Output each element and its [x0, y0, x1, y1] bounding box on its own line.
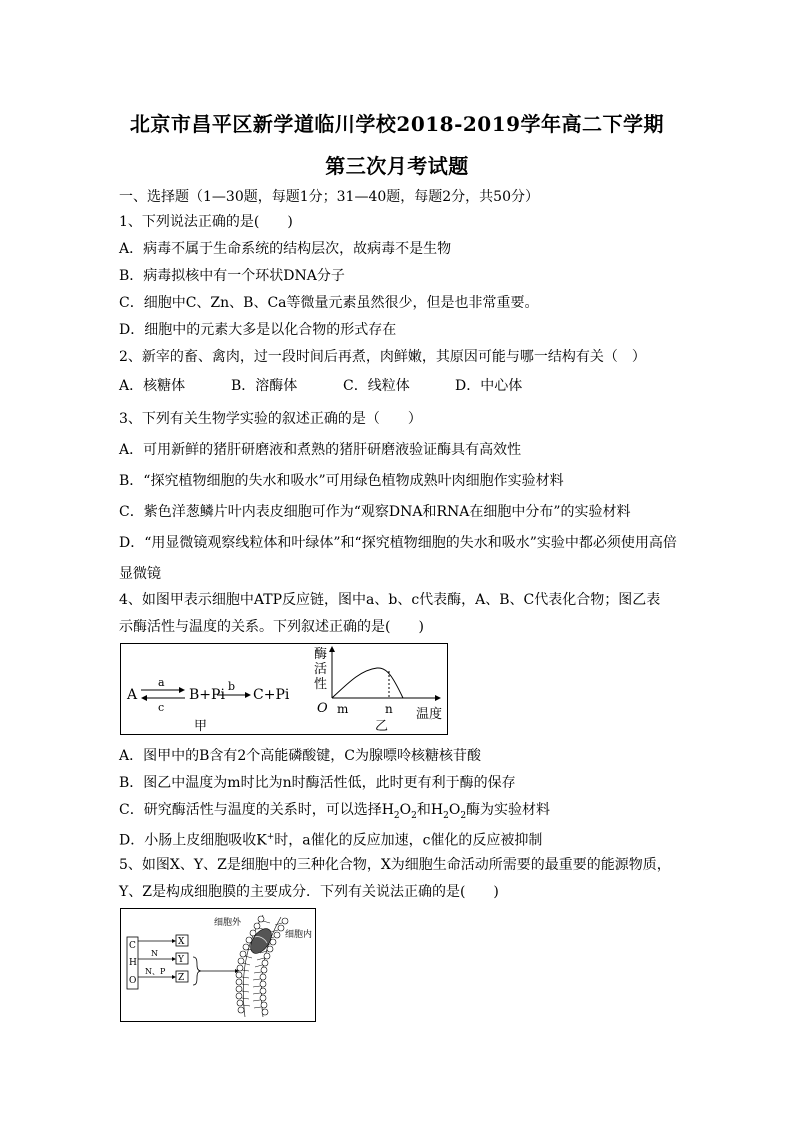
element-O: O: [129, 976, 137, 986]
y-axis-arrow: [329, 646, 335, 652]
title-line-2: 第三次月考试题: [325, 154, 469, 178]
q2-option-a: A．核糖体: [119, 378, 186, 394]
element-C: C: [129, 941, 136, 951]
arrow-to-Y-head: [172, 957, 176, 961]
fig-jia-caption: 甲: [194, 719, 208, 734]
b-arrow-head: [245, 692, 251, 698]
label-cell-outside: 细胞外: [214, 918, 242, 928]
fig-yi-caption: 乙: [375, 719, 389, 734]
fig-jia-Bpi: B+Pi: [189, 687, 225, 703]
q5-stem-line1: 5、如图X、Y、Z是细胞中的三种化合物，X为细胞生命活动所需要的最重要的能源物质，: [119, 857, 671, 873]
q1-option-c: C．细胞中C、Zn、B、Ca等微量元素虽然很少，但是也非常重要。: [119, 295, 539, 311]
q2-option-d: D．中心体: [455, 378, 523, 394]
label-N: N: [151, 949, 158, 958]
q4-option-a: A．图甲中的B含有2个高能磷酸键，C为腺嘌呤核糖核苷酸: [119, 748, 482, 764]
origin-label: O: [317, 701, 328, 716]
q3-option-b: B．“探究植物细胞的失水和吸水”可用绿色植物成熟叶肉细胞作实验材料: [119, 473, 564, 489]
tick-m: m: [337, 702, 349, 716]
y-axis-label-2: 活: [314, 662, 328, 677]
arrow-to-Z-head: [172, 975, 176, 979]
compound-Y: Y: [178, 955, 184, 965]
q4-figure-svg: [121, 644, 447, 734]
y-axis-label-1: 酶: [314, 647, 328, 662]
q3-option-a: A．可用新鲜的猪肝研磨液和煮熟的猪肝研磨液验证酶具有高效性: [119, 442, 522, 458]
q3-option-d-line2: 显微镜: [119, 566, 161, 582]
q4-stem-line2: 示酶活性与温度的关系。下列叙述正确的是( ): [119, 619, 424, 635]
enzyme-c-label: c: [158, 701, 165, 714]
q2-option-c: C．线粒体: [343, 378, 410, 394]
brace: [193, 957, 201, 985]
forward-arrow-head: [179, 687, 185, 693]
q2-stem: 2、新宰的畜、禽肉，过一段时间后再煮，肉鲜嫩，其原因可能与哪一结构有关（ ）: [119, 349, 646, 365]
q3-option-d-line1: D．“用显微镜观察线粒体和叶绿体”和“探究植物细胞的失水和吸水”实验中都必须使用高倍: [119, 535, 677, 551]
x-axis-arrow: [435, 695, 441, 701]
q5-stem-line2: Y、Z是构成细胞膜的主要成分．下列有关说法正确的是( ): [119, 884, 499, 900]
title-line-1: 北京市昌平区新学道临川学校2018-2019学年高二下学期: [129, 112, 665, 136]
activity-curve: [332, 668, 403, 698]
enzyme-a-label: a: [158, 676, 165, 689]
fig-jia-Cpi: C+Pi: [253, 687, 290, 703]
q4-figure: [120, 643, 448, 735]
arrow-to-X-head: [172, 939, 176, 943]
compound-Z: Z: [178, 973, 185, 983]
q3-option-c: C．紫色洋葱鳞片叶内表皮细胞可作为“观察DNA和RNA在细胞中分布”的实验材料: [119, 504, 631, 520]
q2-option-b: B．溶酶体: [231, 378, 298, 394]
q1-option-a: A．病毒不属于生命系统的结构层次，故病毒不是生物: [119, 241, 452, 257]
element-H: H: [129, 958, 137, 968]
q5-figure: [120, 908, 316, 1022]
q4-option-c: C．研究酶活性与温度的关系时，可以选择$H_2O_2$和$H_2O_2$酶为实验材料: [119, 802, 551, 821]
q1-option-d: D．细胞中的元素大多是以化合物的形式存在: [119, 322, 397, 338]
q4-option-d: D．小肠上皮细胞吸收K+时，a催化的反应加速，c催化的反应被抑制: [119, 832, 543, 849]
y-axis-label-3: 性: [314, 677, 328, 692]
q4-option-b: B．图乙中温度为m时比为n时酶活性低，此时更有利于酶的保存: [119, 775, 516, 791]
q1-stem: 1、下列说法正确的是( ): [119, 214, 293, 230]
tick-n: n: [385, 702, 393, 716]
compound-X: X: [178, 937, 185, 947]
q1-option-b: B．病毒拟核中有一个环状DNA分子: [119, 268, 345, 284]
section-heading: 一、选择题（1—30题，每题1分；31—40题，每题2分，共50分）: [119, 189, 539, 205]
x-axis-label: 温度: [416, 707, 443, 722]
q5-figure-svg: [121, 909, 315, 1021]
q3-stem: 3、下列有关生物学实验的叙述正确的是（ ）: [119, 411, 422, 427]
reverse-arrow-head: [141, 695, 147, 701]
phospholipid-bilayer: [236, 915, 288, 1017]
label-NP: N、P: [145, 967, 166, 976]
fig-jia-A: A: [127, 687, 138, 703]
enzyme-b-label: b: [228, 680, 236, 693]
q4-stem-line1: 4、如图甲表示细胞中ATP反应链，图中a、b、c代表酶，A、B、C代表化合物；图乙表: [119, 592, 661, 608]
label-cell-inside: 细胞内: [285, 930, 313, 940]
